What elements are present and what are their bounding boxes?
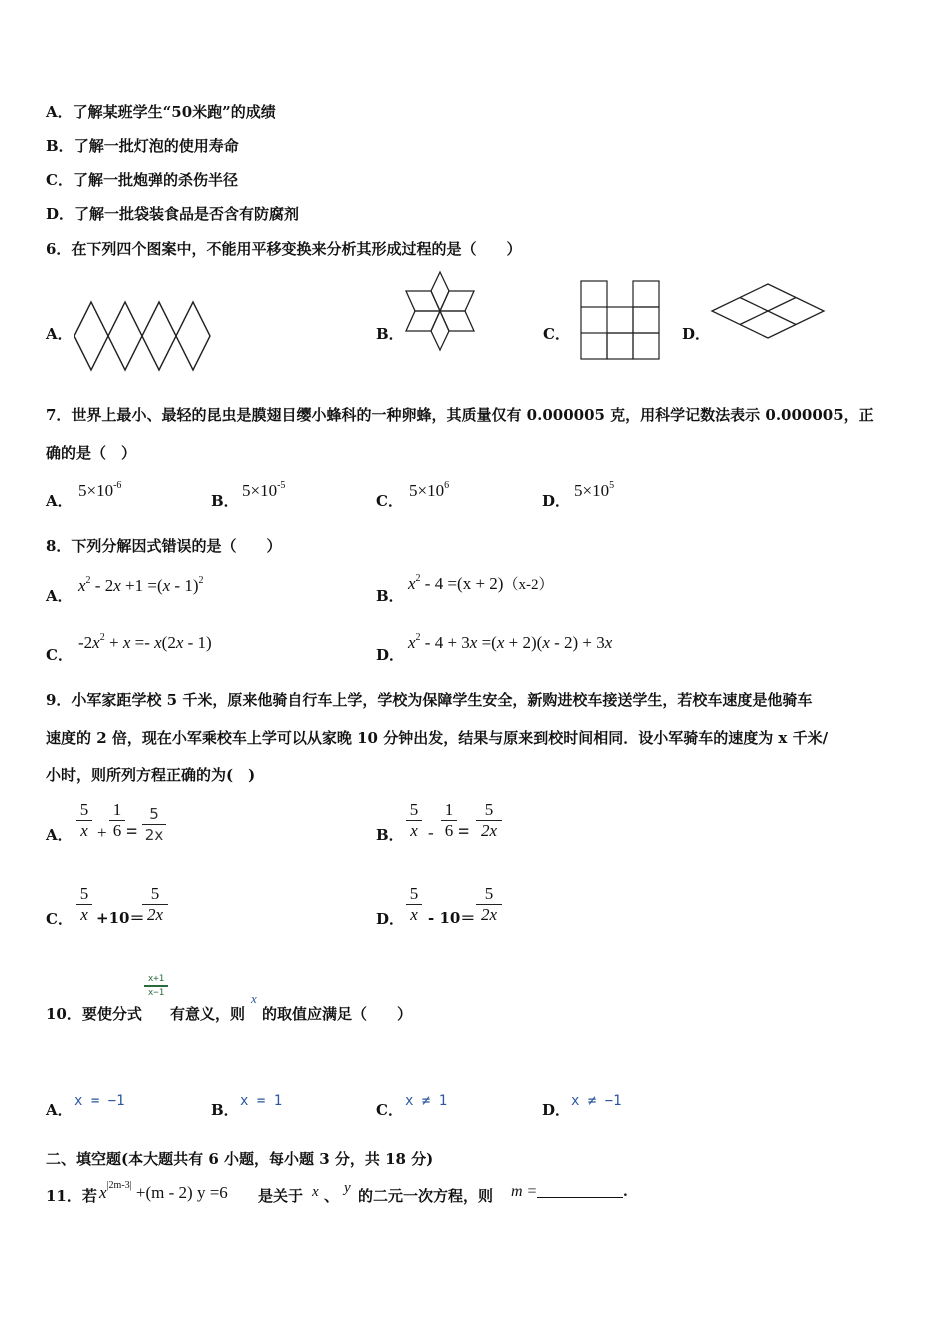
q11-tail: 的二元一次方程，则 [358, 1187, 494, 1205]
option-text: 了解一批灯泡的使用寿命 [73, 137, 239, 155]
q7-option-b [211, 490, 239, 511]
q10-stem-mid: 有意义，则 [170, 1005, 246, 1023]
q10-stem-before: 10．要使分式 [46, 1005, 142, 1023]
q6-label-d: D． [682, 325, 711, 343]
q10-option-c-expr: x ≠ 1 [405, 1093, 448, 1109]
q5-option-c [46, 170, 238, 190]
q7-option-a-expr: $5\times 10^{-6}$ [78, 480, 122, 500]
q6-label-a: A． [46, 325, 73, 343]
q10-var-x: x [251, 991, 257, 1006]
q8-label-b: B． [376, 587, 404, 605]
q9-b-frac-1-over-6: 1 6 [441, 800, 457, 841]
q6-figure-d-rhombus-grid [710, 282, 828, 340]
q9-a-frac-5-over-2x: 5 2x [142, 804, 166, 845]
q6-stem: 6．在下列四个图案中，不能用平移变换来分析其形成过程的是（ ） [46, 240, 522, 258]
q9-label-d: D． [376, 910, 405, 928]
q7-option-c-expr: $5\times 10^6$ [409, 480, 450, 500]
q7-option-a [46, 490, 73, 511]
q11-number: 11．若 [46, 1187, 97, 1205]
q10-stem-after: 的取值应满足（ ） [262, 1005, 413, 1023]
q8-label-a: A． [46, 587, 73, 605]
q10-label-a: A． [46, 1101, 73, 1119]
option-label: D． [542, 492, 571, 510]
q9-b-frac-5-over-x: 5 x [406, 800, 422, 841]
q9-c-plus10: +10＝ [96, 909, 145, 927]
q8-option-a-expr: $x^2 - 2x +1 =(x - 1)^2$ [78, 575, 204, 595]
q10-option-b-expr: x = 1 [240, 1093, 283, 1109]
q9-c-frac-5-over-2x: 5 2x [142, 884, 168, 925]
q9-a-equals: = [126, 821, 138, 843]
q9-d-frac-5-over-x: 5 x [406, 884, 422, 925]
q11-var-x: x [312, 1184, 319, 1200]
q6-figure-b-star [404, 270, 476, 352]
q9-c-frac-5-over-x: 5 x [76, 884, 92, 925]
q9-b-frac-5-over-2x: 5 2x [476, 800, 502, 841]
q5-option-a [46, 102, 276, 122]
q9-a-frac-1-over-6: 1 6 [109, 800, 125, 841]
q9-d-minus10: - 10＝ [428, 909, 476, 927]
q10-option-a-expr: x = −1 [74, 1093, 125, 1109]
q10-label-d: D． [542, 1101, 571, 1119]
q8-stem: 8．下列分解因式错误的是（ ） [46, 537, 282, 555]
option-text: 了解某班学生“50米跑”的成绩 [72, 103, 276, 121]
q6-figure-a-diamonds [74, 300, 212, 374]
q9-b-minus: - [428, 823, 434, 842]
q7-option-b-expr: $5\times 10^{-5}$ [242, 480, 286, 500]
q8-option-b-expr: $x^2 - 4 =(x + 2)(x-2)$ [408, 573, 554, 593]
q9-label-a: A． [46, 826, 73, 844]
option-text: 了解一批袋装食品是否含有防腐剂 [74, 205, 300, 223]
q6-label-b: B． [376, 325, 404, 343]
q8-label-c: C． [46, 646, 73, 664]
answer-blank[interactable] [537, 1183, 623, 1198]
q8-option-c-expr: $-2x^2 + x =- x(2x - 1)$ [78, 632, 212, 652]
q9-b-equals: = [458, 821, 470, 843]
q11-sep: 、 [324, 1187, 340, 1205]
q5-option-b [46, 136, 239, 156]
q7-stem-line2: 确的是（ ） [46, 444, 137, 462]
option-label: A． [46, 103, 73, 121]
q8-label-d: D． [376, 646, 405, 664]
option-label: A． [46, 492, 73, 510]
q7-option-c [376, 490, 403, 511]
q9-a-frac-5-over-x: 5 x [76, 800, 92, 841]
option-label: B． [211, 492, 239, 510]
q9-label-c: C． [46, 910, 73, 928]
q11-equation: $x^{|2m-3|} +(m - 2)$ y =6 [99, 1180, 228, 1202]
q9-a-plus: + [97, 823, 107, 842]
q11-mid: 是关于 [258, 1187, 304, 1205]
q9-label-b: B． [376, 826, 404, 844]
option-text: 了解一批炮弹的杀伤半径 [72, 171, 238, 189]
q9-d-frac-5-over-2x: 5 2x [476, 884, 502, 925]
q7-stem-line1: 7．世界上最小、最轻的昆虫是膜翅目缨小蜂科的一种卵蜂，其质量仅有 0.000005 克，用科学记数法表示 0.000005，正 [46, 406, 874, 424]
option-label: D． [46, 205, 75, 223]
q9-stem-line2: 速度的 2 倍，现在小军乘校车上学可以从家晚 10 分钟出发，结果与原来到校时间相同．设小军骑车的速度为 x 千米/ [46, 729, 829, 747]
q8-option-d-expr: $x^2 - 4 + 3x =(x + 2)(x - 2) + 3x$ [408, 632, 613, 652]
q7-option-d [542, 490, 570, 511]
q10-option-d-expr: x ≠ −1 [571, 1093, 622, 1109]
q10-label-c: C． [376, 1101, 403, 1119]
section2-title: 二、填空题(本大题共有 6 小题，每小题 3 分，共 18 分) [46, 1150, 434, 1168]
q5-option-d [46, 204, 299, 224]
q7-option-d-expr: $5\times 10^5$ [574, 480, 615, 500]
q11-var-y: y [344, 1180, 351, 1196]
q6-figure-c-squares [579, 279, 661, 363]
option-label: B． [46, 137, 74, 155]
q9-stem-line3: 小时，则所列方程正确的为( ) [46, 766, 256, 784]
option-label: C． [376, 492, 403, 510]
q10-label-b: B． [211, 1101, 239, 1119]
q6-label-c: C． [543, 325, 570, 343]
option-label: C． [46, 171, 73, 189]
q10-fraction: x+1 x−1 [144, 973, 168, 999]
q11-m-blank: m = . [511, 1183, 628, 1200]
q9-stem-line1: 9．小军家距学校 5 千米，原来他骑自行车上学，学校为保障学生安全，新购进校车接送学生，若校车速度是他骑车 [46, 691, 813, 709]
